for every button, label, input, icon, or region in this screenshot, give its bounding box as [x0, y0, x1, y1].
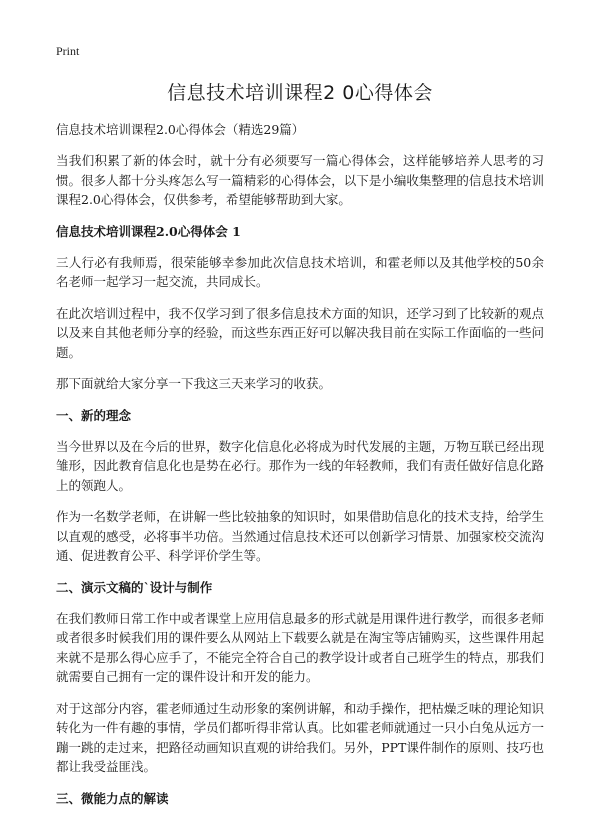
- section-paragraph: 在我们教师日常工作中或者课堂上应用信息最多的形式就是用课件进行教学，而很多老师或者很多时候我们用的课件要么从网站上下载要么就是在淘宝等店铺购买，这些课件用起来就不是那么得心应手了，不能完全符合自己的教学设计或者自己班学生的特点，那我们就需要自己拥有一定的课件设计和开发的能力。: [56, 610, 544, 684]
- body-paragraph: 三人行必有我师焉，很荣能够幸参加此次信息技术培训，和霍老师以及其他学校的50余名老师一起学习一起交流，共同成长。: [56, 254, 544, 289]
- article-heading: 信息技术培训课程2.0心得体会 1: [56, 223, 241, 239]
- intro-paragraph: 当我们积累了新的体会时，就十分有必须要写一篇心得体会，这样能够培养人思考的习惯。很多人都十分头疼怎么写一篇精彩的心得体会，以下是小编收集整理的信息技术培训课程2.0心得体会，仅供参考，希望能够帮助到大家。: [56, 153, 544, 207]
- section-paragraph: 作为一名数学老师，在讲解一些比较抽象的知识时，如果借助信息化的技术支持，给学生以直观的感受，必将事半功倍。当然通过信息技术还可以创新学习情景、加强家校交流沟通、促进教育公平、科学评价学生等。: [56, 509, 544, 563]
- section-paragraph: 对于这部分内容，霍老师通过生动形象的案例讲解，和动手操作，把枯燥乏味的理论知识转化为一件有趣的事情，学员们都听得非常认真。比如霍老师就通过一只小白兔从远方一蹦一跳的走过来，把路径动画知识直观的讲给我们。另外，PPT课件制作的原则、技巧也都让我受益匪浅。: [56, 700, 544, 774]
- section-paragraph: 当今世界以及在今后的世界，数字化信息化必将成为时代发展的主题，万物互联已经出现雏形，因此教育信息化也是势在必行。那作为一线的年轻教师，我们有责任做好信息化路上的领跑人。: [56, 438, 544, 493]
- section-heading-micro-ability: 三、微能力点的解读: [56, 790, 169, 806]
- section-heading-presentation-design: 二、演示文稿的`设计与制作: [56, 579, 213, 595]
- document-title: 信息技术培训课程2 0心得体会: [167, 82, 433, 104]
- section-heading-new-concept: 一、新的理念: [56, 407, 132, 423]
- document-subtitle: 信息技术培训课程2.0心得体会（精选29篇）: [56, 122, 305, 137]
- body-paragraph: 在此次培训过程中，我不仅学习到了很多信息技术方面的知识，还学习到了比较新的观点以及来自其他老师分享的经验，而这些东西正好可以解决我目前在实际工作面临的一些问题。: [56, 305, 544, 360]
- print-label: Print: [56, 44, 80, 58]
- body-paragraph: 那下面就给大家分享一下我这三天来学习的收获。: [56, 376, 332, 391]
